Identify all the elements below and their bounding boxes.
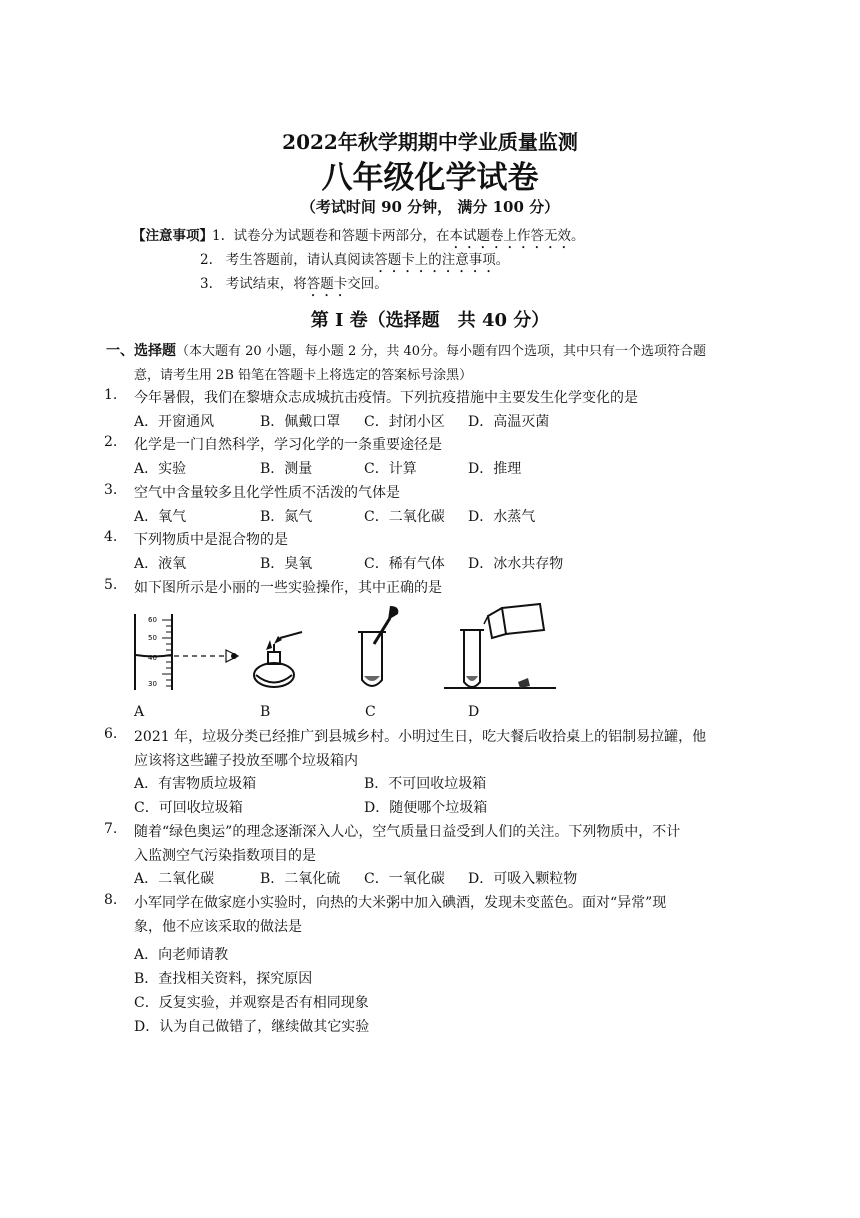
question-2-option-d: D．推理 [468,461,522,477]
exam-title: 八年级化学试卷 [321,160,539,196]
question-8-option-c: C．反复实验，并观察是否有相同现象 [134,995,369,1011]
question-1-option-a: A．开窗通风 [134,414,215,430]
question-8-number: 8. [104,892,118,908]
question-7-option-a: A．二氧化碳 [134,871,215,887]
note-item-2: 2. 考生答题前，请认真阅读答题卡上的注意事项。 [200,252,510,268]
question-1-option-d: D．高温灭菌 [468,414,550,430]
question-6-option-c: C．可回收垃圾箱 [134,800,243,816]
question-8-stem-line1: 小军同学在做家庭小实验时，向热的大米粥中加入碘酒，发现未变蓝色。面对“异常”现 [134,895,667,911]
question-1-option-b: B．佩戴口罩 [260,414,341,430]
question-8-option-a: A．向老师请教 [134,947,229,963]
question-6-number: 6. [104,726,118,742]
section-title: 第 I 卷（选择题 共 40 分） [310,310,550,331]
question-6-option-d: D．随便哪个垃圾箱 [364,800,488,816]
notes-label: 【注意事项】 [132,228,213,244]
figure-label-c: C [365,704,376,720]
question-7-option-d: D．可吸入颗粒物 [468,871,578,887]
question-1-number: 1. [104,387,118,403]
figure-label-a: A [134,704,145,720]
exam-header-line1: 2022年秋学期期中学业质量监测 [282,130,578,154]
question-7-stem-line2: 入监测空气污染指数项目的是 [134,848,316,864]
question-4-option-a: A．液氧 [134,556,187,572]
cylinder-tick-30: 30 [148,680,157,688]
note-item-3: 3. 考试结束，将答题卡交回。 [200,276,388,292]
question-4-stem: 下列物质中是混合物的是 [134,532,288,548]
question-7-option-c: C．一氧化碳 [364,871,445,887]
question-3-number: 3. [104,482,118,498]
question-3-option-c: C．二氧化碳 [364,509,445,525]
cylinder-tick-60: 60 [148,616,157,624]
question-4-number: 4. [104,529,118,545]
question-4-option-d: D．冰水共存物 [468,556,564,572]
question-4-option-b: B．臭氧 [260,556,313,572]
question-5-number: 5. [104,577,118,593]
question-6-stem-line2: 应该将这些罐子投放至哪个垃圾箱内 [134,753,358,769]
question-6-option-b: B．不可回收垃圾箱 [364,776,487,792]
question-2-stem: 化学是一门自然科学，学习化学的一条重要途径是 [134,437,442,453]
question-2-option-c: C．计算 [364,461,417,477]
question-2-number: 2. [104,434,118,450]
note-item-1: 1. 试卷分为试题卷和答题卡两部分，在本试题卷上作答无效。 [212,228,585,244]
question-6-stem-line1: 2021 年，垃圾分类已经推广到县城乡村。小明过生日，吃大餐后收拾桌上的铝制易拉罐，他 [134,729,707,745]
exam-time-score: （考试时间 90 分钟， 满分 100 分） [300,198,560,216]
question-3-option-b: B．氮气 [260,509,313,525]
question-7-option-b: B．二氧化硫 [260,871,341,887]
question-2-option-a: A．实验 [134,461,187,477]
figure-label-d: D [468,704,480,720]
cylinder-tick-50: 50 [148,634,157,642]
question-3-option-d: D．水蒸气 [468,509,536,525]
question-8-stem-line2: 象，他不应该采取的做法是 [134,919,302,935]
figure-b-alcohol-lamp [244,630,304,690]
question-3-option-a: A．氧气 [134,509,187,525]
question-1-stem: 今年暑假，我们在黎塘众志成城抗击疫情。下列抗疫措施中主要发生化学变化的是 [134,390,638,406]
question-7-number: 7. [104,821,118,837]
question-6-option-a: A．有害物质垃圾箱 [134,776,257,792]
question-7-stem-line1: 随着“绿色奥运”的理念逐渐深入人心，空气质量日益受到人们的关注。下列物质中，不计 [134,824,681,840]
question-5-stem: 如下图所示是小丽的一些实验操作，其中正确的是 [134,580,442,596]
question-1-option-c: C．封闭小区 [364,414,445,430]
question-8-option-d: D．认为自己做错了，继续做其它实验 [134,1019,370,1035]
part1-intro-line1: 一、选择题（本大题有 20 小题，每小题 2 分，共 40分。每小题有四个选项，其中只有一个选项符合题 [106,343,707,359]
question-2-option-b: B．测量 [260,461,313,477]
question-3-stem: 空气中含量较多且化学性质不活泼的气体是 [134,485,400,501]
part1-intro-line2: 意，请考生用 2B 铅笔在答题卡上将选定的答案标号涂黑） [134,368,473,383]
cylinder-tick-40: 40 [148,654,157,662]
figure-a-cylinder-reading [128,610,248,694]
figure-c-dropper-test-tube [352,604,404,694]
question-8-option-b: B．查找相关资料，探究原因 [134,971,313,987]
figure-d-pouring-test-tube [440,602,560,696]
question-4-option-c: C．稀有气体 [364,556,445,572]
figure-label-b: B [260,704,271,720]
